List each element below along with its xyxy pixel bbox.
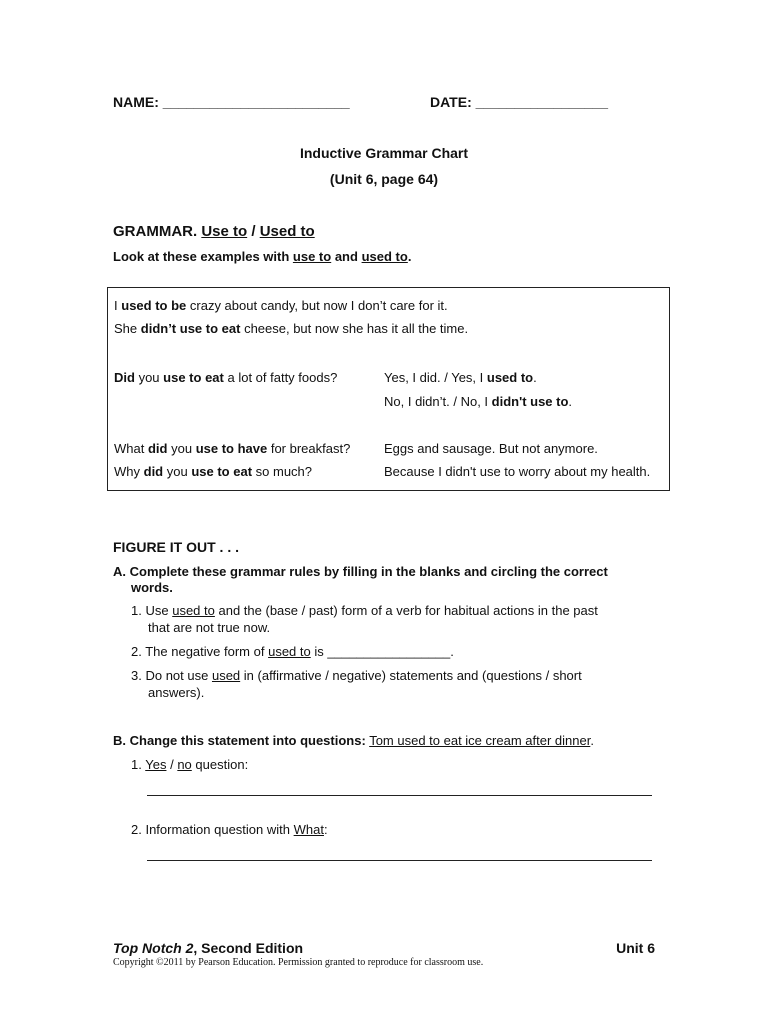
grammar-heading xyxy=(113,223,315,240)
rule-2-post: is _________________. xyxy=(314,644,454,659)
q2-verb: use to have xyxy=(195,441,268,456)
example-answer-2 xyxy=(384,394,572,409)
q3-you: you xyxy=(166,464,188,479)
a2-end: . xyxy=(568,394,573,409)
section-b-label: B. Change this statement into questions: xyxy=(113,733,366,748)
intro-text: Look at these examples with xyxy=(113,249,290,264)
figure-heading: FIGURE IT OUT . . . xyxy=(113,539,239,555)
example-question-1 xyxy=(114,370,337,385)
grammar-term-use-to: Use to xyxy=(201,223,248,240)
q1-verb: use to eat xyxy=(163,370,224,385)
name-field xyxy=(113,94,350,110)
b2-post: : xyxy=(323,822,328,837)
footer-book-title xyxy=(113,940,303,956)
b1-yes: Yes xyxy=(145,757,167,772)
b1-no: no xyxy=(177,757,192,772)
date-label: DATE: xyxy=(430,94,472,110)
footer-book-name: Top Notch 2 xyxy=(113,940,194,956)
page-title: Inductive Grammar Chart xyxy=(299,145,469,161)
name-blank: ________________________ xyxy=(162,94,350,110)
rule-3-cont: answers). xyxy=(148,685,205,700)
rule-1-number: 1. xyxy=(131,603,142,618)
rule-3-term: used xyxy=(211,668,241,683)
q1-you: you xyxy=(138,370,160,385)
s1-rest: crazy about candy, but now I don’t care for it. xyxy=(189,298,448,313)
rule-3-number: 3. xyxy=(131,668,142,683)
date-field xyxy=(430,94,608,110)
grammar-label: GRAMMAR. xyxy=(113,223,198,240)
s1-verb: used to be xyxy=(121,298,187,313)
footer-copyright: Copyright ©2011 by Pearson Education. Permission granted to reproduce for classroom use. xyxy=(113,957,484,968)
rule-1-post: and the (base / past) form of a verb for habitual actions in the past xyxy=(218,603,598,618)
grammar-separator: / xyxy=(251,223,256,240)
rule-1-pre: Use xyxy=(145,603,169,618)
grammar-term-used-to: Used to xyxy=(259,223,315,240)
a1-text: Yes, I did. / Yes, I xyxy=(384,370,484,385)
a2-verb: didn't use to xyxy=(491,394,569,409)
examples-box xyxy=(107,287,670,491)
q3-verb: use to eat xyxy=(191,464,253,479)
q2-rest: for breakfast? xyxy=(270,441,351,456)
date-blank: _________________ xyxy=(475,94,608,110)
example-answer-1 xyxy=(384,370,537,385)
answer-line-b1[interactable] xyxy=(147,795,652,796)
s2-subject: She xyxy=(114,321,138,336)
q2-did: did xyxy=(147,441,168,456)
b2-term: What xyxy=(293,822,324,837)
rule-3-pre: Do not use xyxy=(145,668,209,683)
intro-end: . xyxy=(407,249,412,264)
rule-1-term: used to xyxy=(172,603,215,618)
footer-unit: Unit 6 xyxy=(616,940,655,956)
q1-did: Did xyxy=(114,370,135,385)
q2-what: What xyxy=(114,441,145,456)
question-b1 xyxy=(131,757,248,772)
q3-rest: so much? xyxy=(255,464,313,479)
rule-3-post: in (affirmative / negative) statements and (questions / short xyxy=(243,668,582,683)
b1-post: question: xyxy=(195,757,249,772)
rule-2-term: used to xyxy=(268,644,311,659)
b2-number: 2. xyxy=(131,822,142,837)
rule-3 xyxy=(131,668,582,683)
footer-edition: , Second Edition xyxy=(193,940,304,956)
example-sentence-2 xyxy=(114,321,468,336)
b2-pre: Information question with xyxy=(145,822,290,837)
section-b-statement: Tom used to eat ice cream after dinner xyxy=(369,733,591,748)
section-a-instruction-cont: words. xyxy=(131,580,173,595)
answer-line-b2[interactable] xyxy=(147,860,652,861)
section-b-end: . xyxy=(590,733,594,748)
rule-2 xyxy=(131,644,454,659)
intro-term-used-to: used to xyxy=(361,249,408,264)
grammar-intro xyxy=(113,249,411,264)
intro-term-use-to: use to xyxy=(292,249,332,264)
example-answer-4: Because I didn't use to worry about my health. xyxy=(384,464,651,479)
s1-subject: I xyxy=(114,298,118,313)
page-subtitle: (Unit 6, page 64) xyxy=(329,171,439,187)
rule-2-number: 2. xyxy=(131,644,142,659)
name-label: NAME: xyxy=(113,94,159,110)
example-question-2 xyxy=(114,441,350,456)
q3-why: Why xyxy=(114,464,140,479)
rule-2-pre: The negative form of xyxy=(145,644,265,659)
question-b2 xyxy=(131,822,328,837)
a1-end: . xyxy=(533,370,537,385)
b1-sep: / xyxy=(170,757,174,772)
intro-and: and xyxy=(334,249,358,264)
b1-number: 1. xyxy=(131,757,142,772)
section-b-instruction xyxy=(113,733,594,748)
s2-verb: didn’t use to eat xyxy=(140,321,241,336)
rule-1-cont: that are not true now. xyxy=(148,620,271,635)
example-answer-3: Eggs and sausage. But not anymore. xyxy=(384,441,598,456)
example-question-3 xyxy=(114,464,312,479)
section-a-instruction: A. Complete these grammar rules by filling in the blanks and circling the correct xyxy=(113,564,608,579)
a2-text: No, I didn’t. / No, I xyxy=(384,394,489,409)
s2-rest: cheese, but now she has it all the time. xyxy=(244,321,469,336)
example-sentence-1 xyxy=(114,298,448,313)
q2-you: you xyxy=(171,441,193,456)
q1-rest: a lot of fatty foods? xyxy=(227,370,338,385)
rule-1 xyxy=(131,603,598,618)
a1-verb: used to xyxy=(486,370,534,385)
q3-did: did xyxy=(143,464,164,479)
